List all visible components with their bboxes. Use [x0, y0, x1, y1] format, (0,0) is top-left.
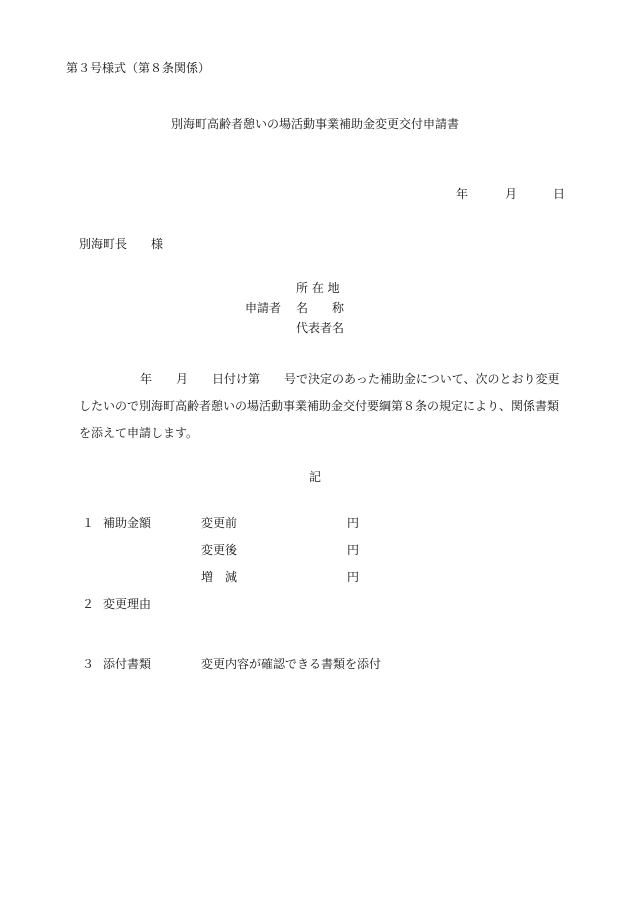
addressee-suffix: 様 [151, 237, 164, 251]
item-label: 変更理由 [103, 597, 152, 611]
item-sublabel: 変更内容が確認できる書類を添付 [201, 657, 382, 671]
yen-unit: 円 [347, 516, 360, 530]
body-month: 月 [176, 372, 189, 386]
item-sublabel: 変更後 [201, 543, 238, 557]
yen-unit: 円 [347, 543, 360, 557]
body-year: 年 [140, 372, 153, 386]
body-line-3: を添えて申請します。 [79, 426, 199, 440]
body-line-1 [79, 366, 575, 393]
body-dated-no: 日付け第 [212, 372, 261, 386]
date-day-label: 日 [553, 187, 566, 201]
item-sublabel: 増 減 [201, 570, 238, 584]
item-label: 添付書類 [103, 657, 152, 671]
document-title: 別海町高齢者憩いの場活動事業補助金変更交付申請書 [170, 117, 459, 131]
item-label: 補助金額 [103, 516, 152, 530]
ki-heading: 記 [308, 470, 321, 484]
request-body [79, 366, 575, 447]
name-label: 名 称 [296, 301, 345, 315]
item-sublabel: 変更前 [201, 516, 238, 530]
item-number: ２ [82, 597, 95, 611]
item-number: ３ [82, 657, 95, 671]
date-month-label: 月 [505, 187, 518, 201]
addressee-name: 別海町長 [79, 237, 128, 251]
addressee [79, 236, 163, 252]
form-number: 第３号様式（第８条関係） [66, 61, 211, 75]
address-label: 所 在 地 [296, 281, 340, 295]
item-number: １ [82, 516, 95, 530]
applicant-label: 申請者 [245, 301, 282, 315]
yen-unit: 円 [347, 570, 360, 584]
body-rest: 号で決定のあった補助金について、次のとおり変更 [284, 372, 560, 386]
representative-label: 代表者名 [296, 321, 345, 335]
body-line-2: したいので別海町高齢者憩いの場活動事業補助金交付要綱第８条の規定により、関係書類 [79, 399, 560, 413]
date-year-label: 年 [456, 187, 469, 201]
